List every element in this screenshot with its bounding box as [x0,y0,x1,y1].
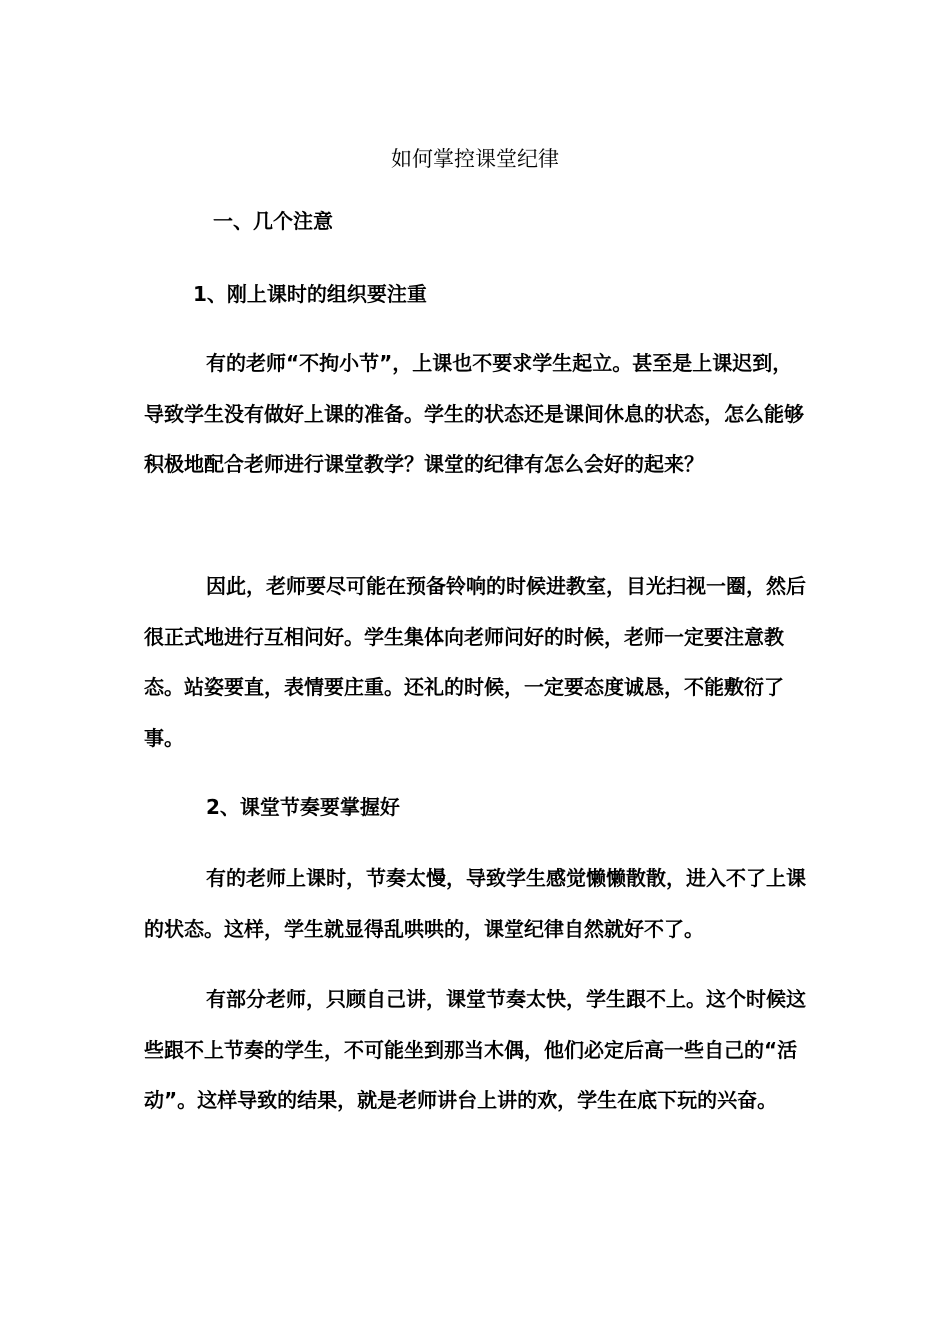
paragraph: 有的老师上课时，节奏太慢，导致学生感觉懒懒散散，进入不了上课的状态。这样，学生就显得乱哄哄的，课堂纪律自然就好不了。 [144,866,806,941]
paragraph: 有部分老师，只顾自己讲，课堂节奏太快，学生跟不上。这个时候这些跟不上节奏的学生，不可能坐到那当木偶，他们必定后高一些自己的“活动”。这样导致的结果，就是老师讲台上讲的欢，学生在底下玩的兴奋。 [144,987,806,1112]
paragraph: 有的老师“不拘小节”，上课也不要求学生起立。甚至是上课迟到，导致学生没有做好上课的准备。学生的状态还是课间休息的状态，怎么能够积极地配合老师进行课堂教学？课堂的纪律有怎么会好的起来？ [144,351,804,476]
section-heading: 一、几个注意 [213,209,333,233]
subsection-heading: 2、课堂节奏要掌握好 [206,795,400,819]
document-title: 如何掌控课堂纪律 [391,147,559,171]
paragraph: 因此，老师要尽可能在预备铃响的时候进教室，目光扫视一圈，然后很正式地进行互相问好。学生集体向老师问好的时候，老师一定要注意教态。站姿要直，表情要庄重。还礼的时候，一定要态度诚恳，不能敷衍了事。 [144,574,806,750]
subsection-heading: 1、刚上课时的组织要注重 [193,282,427,306]
